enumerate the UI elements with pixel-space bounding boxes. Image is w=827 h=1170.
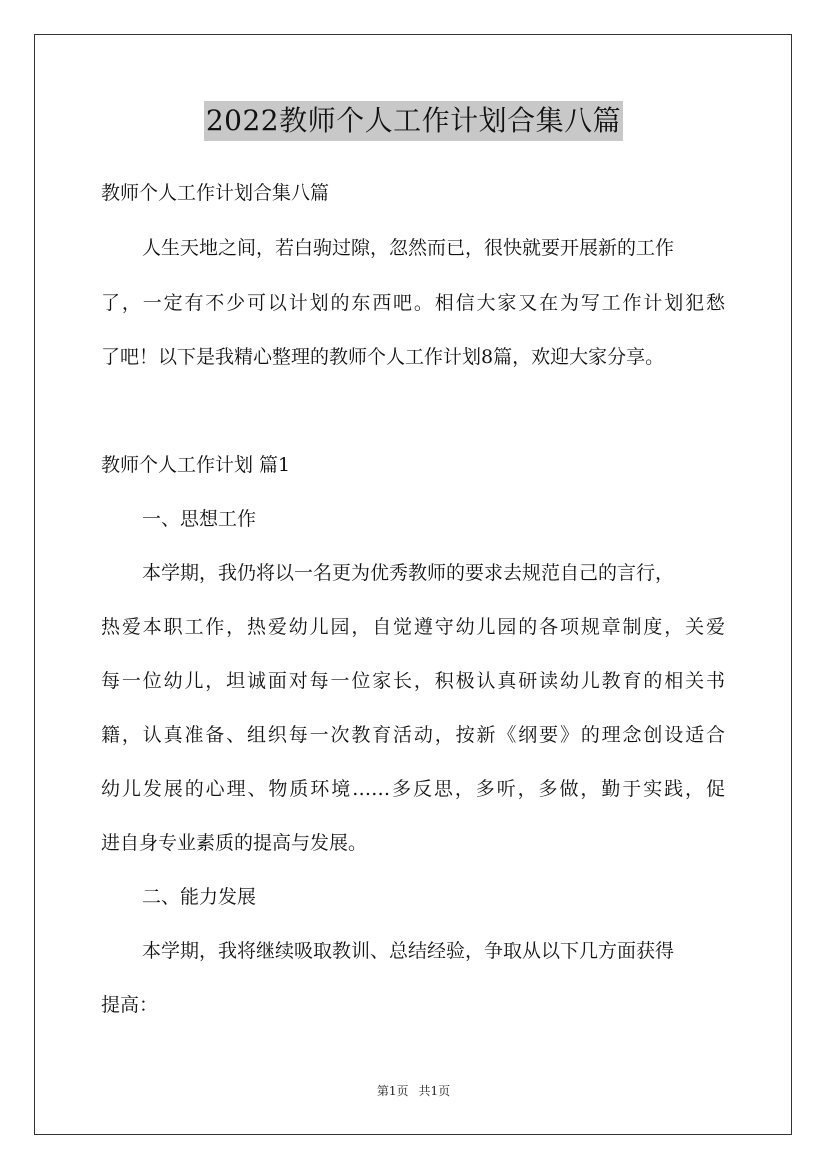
part1-line-4: 籍，认真准备、组织每一次教育活动，按新《纲要》的理念创设适合 [101,724,725,746]
page-number: 第1页 [376,1084,409,1098]
section-heading: 教师个人工作计划 篇1 [101,454,291,476]
document-title: 2022教师个人工作计划合集八篇 [204,101,623,141]
document-title-wrap [0,101,827,141]
part1-line-5: 幼儿发展的心理、物质环境……多反思，多听，多做，勤于实践，促 [101,778,725,800]
document-subtitle: 教师个人工作计划合集八篇 [101,182,330,204]
intro-line-3: 了吧！以下是我精心整理的教师个人工作计划8篇，欢迎大家分享。 [101,346,665,368]
part2-line-2: 提高： [101,994,159,1016]
page-footer [0,1083,827,1099]
part1-line-1: 本学期，我仍将以一名更为优秀教师的要求去规范自己的言行， [142,562,675,584]
part2-heading: 二、能力发展 [142,886,257,908]
intro-line-1: 人生天地之间，若白驹过隙，忽然而已，很快就要开展新的工作 [142,237,675,259]
part1-heading: 一、思想工作 [142,508,257,530]
page-total: 共1页 [418,1084,451,1098]
part1-line-3: 每一位幼儿，坦诚面对每一位家长，积极认真研读幼儿教育的相关书 [101,670,725,692]
intro-line-2: 了，一定有不少可以计划的东西吧。相信大家又在为写工作计划犯愁 [101,292,725,314]
part1-line-6: 进自身专业素质的提高与发展。 [101,832,368,854]
part1-line-2: 热爱本职工作，热爱幼儿园，自觉遵守幼儿园的各项规章制度，关爱 [101,616,725,638]
part2-line-1: 本学期，我将继续吸取教训、总结经验，争取从以下几方面获得 [142,940,675,962]
